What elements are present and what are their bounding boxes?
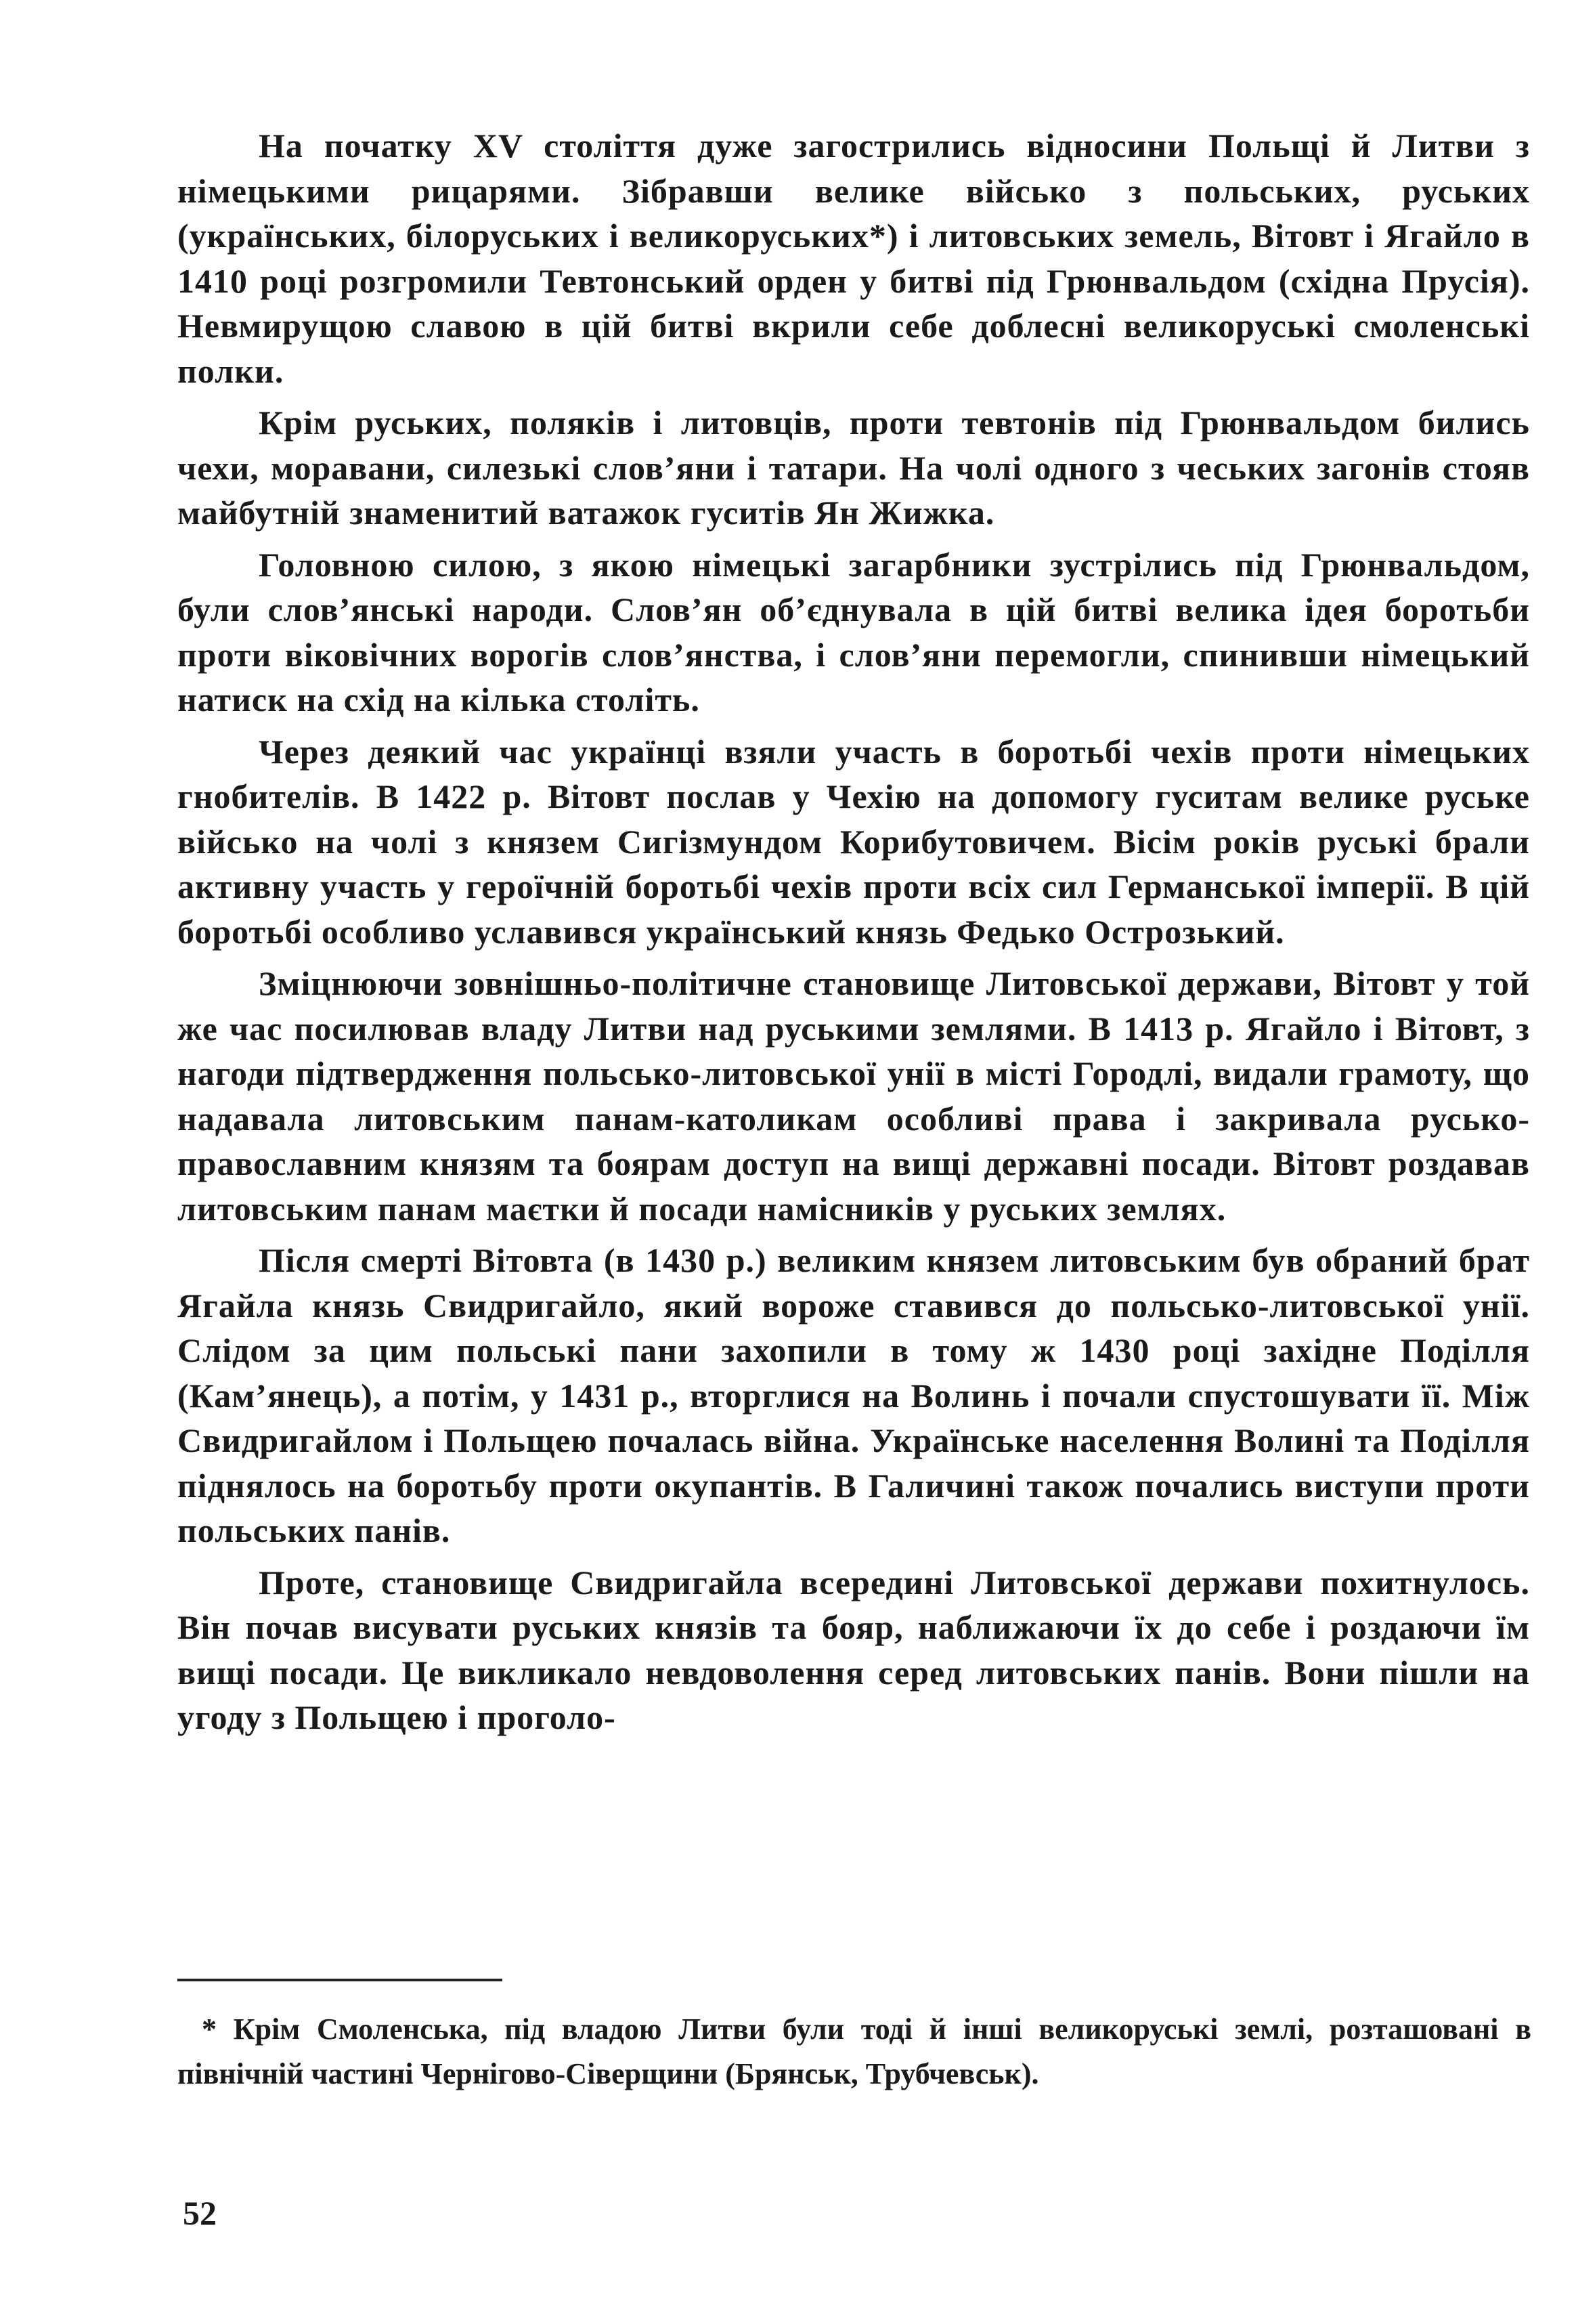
paragraph-5: Зміцнюючи зовнішньо-політичне становище Литовської держави, Вітовт у той же час посилював владу Литви над руськими землями. В 1413 р. Ягайло і Вітовт, з нагоди підтвердження польсько-литовської унії в місті Городлі, видали грамоту, що надавала литовським панам-католикам особливі права і закривала русько-православним князям та боярам доступ на вищі державні посади. Вітовт роздавав литовським панам маєтки й посади намісників у руських землях. (177, 964, 1530, 1228)
paragraph-6: Після смерті Вітовта (в 1430 р.) великим князем литовським був обраний брат Ягайла князь Свидригайло, який вороже ставився до польсько-литовської унії. Слідом за цим польські пани захопили в тому ж 1430 році західне Поділля (Кам’янець), а потім, у 1431 р., вторглися на Волинь і почали спустошувати її. Між Свидригайлом і Польщею почалась війна. Українське населення Волині та Поділля піднялось на боротьбу проти окупантів. В Галичині також почались виступи проти польських панів. (177, 1241, 1530, 1549)
paragraph-3: Головною силою, з якою німецькі загарбники зустрілись під Грюнвальдом, були слов’янські народи. Слов’ян об’єднувала в цій битві велика ідея боротьби проти віковічних ворогів слов’янства, і слов’яни перемогли, спинивши німецький натиск на схід на кілька століть. (177, 545, 1530, 718)
paragraph-4: Через деякий час українці взяли участь в боротьбі чехів проти німецьких гнобителів. В 1422 р. Вітовт послав у Чехію на допомогу гуситам велике руське військо на чолі з князем Сигізмундом Корибутовичем. Вісім років руські брали активну участь у героїчній боротьбі чехів проти всіх сил Германської імперії. В цій боротьбі особливо уславився український князь Федько Острозький. (177, 732, 1530, 951)
paragraph-1: На початку XV століття дуже загострились відносини Польщі й Литви з німецькими рицарями. Зібравши велике військо з польських, руських (українських, білоруських і великоруських*) і литовських земель, Вітовт і Ягайло в 1410 році розгромили Тевтонський орден у битві під Грюнвальдом (східна Прусія). Невмирущою славою в цій битві вкрили себе доблесні великоруські смоленські полки. (177, 127, 1530, 390)
paragraph-7: Проте, становище Свидригайла всередині Литовської держави похитнулось. Він почав висувати руських князів та бояр, наближаючи їх до себе і роздаючи їм вищі посади. Це викликало невдоволення серед литовських панів. Вони пішли на угоду з Польщею і проголо- (177, 1563, 1530, 1736)
page-number: 52 (183, 2194, 217, 2232)
main-text (177, 123, 1530, 1747)
footnote: * Крім Смоленська, під владою Литви були тоді й інші великоруські землі, розташовані в північній частині Чернігово-Сіверщини (Брянськ, Трубчевськ). (177, 2013, 1531, 2090)
paragraph-2: Крім руських, поляків і литовців, проти тевтонів під Грюнвальдом бились чехи, моравани, силезькі слов’яни і татари. На чолі одного з чеських загонів стояв майбутній знаменитий ватажок гуситів Ян Жижка. (177, 404, 1530, 532)
footnote-divider (177, 1979, 502, 1981)
